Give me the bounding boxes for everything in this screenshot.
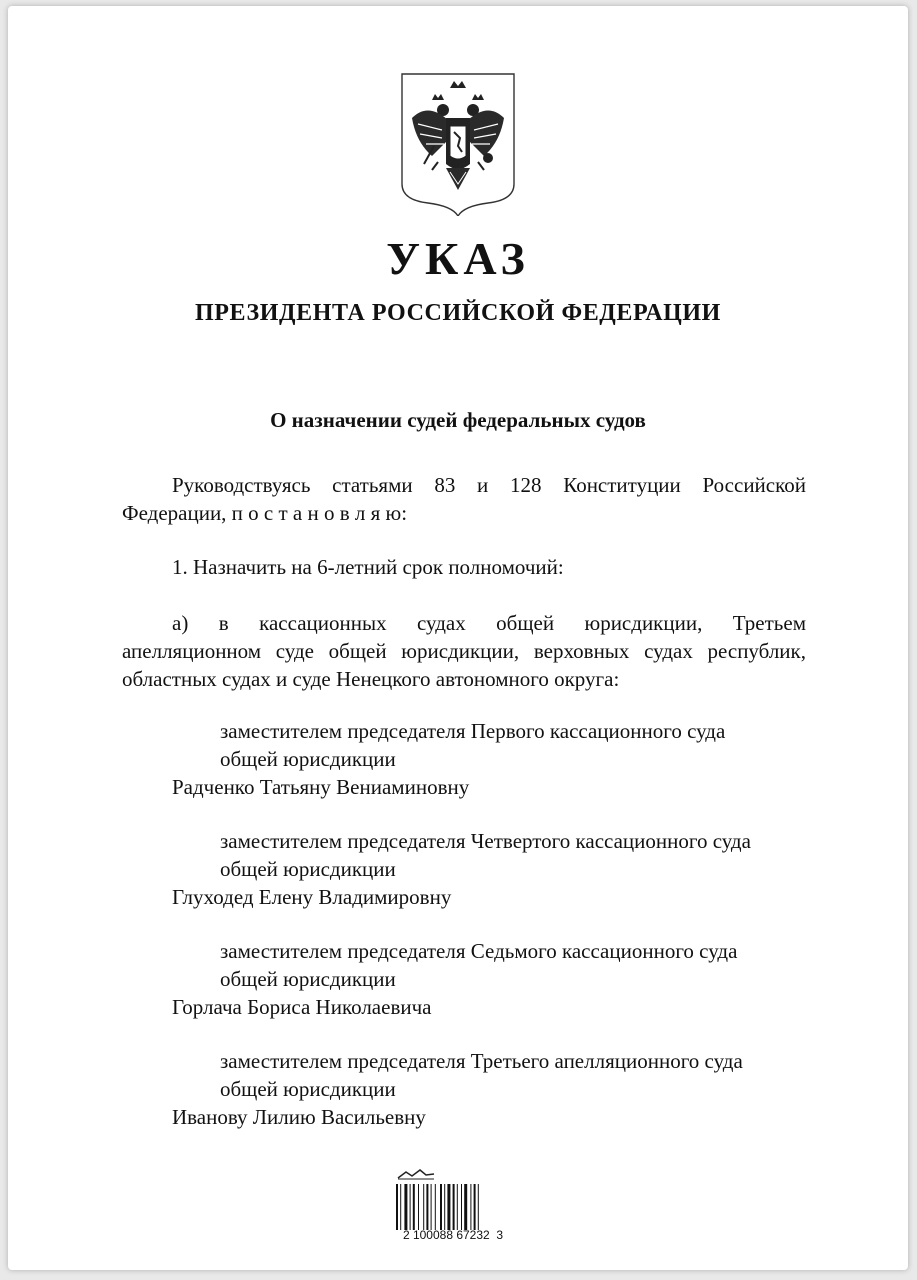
barcode-bar [418, 1184, 419, 1230]
barcode-mark-icon [396, 1166, 436, 1180]
barcode-bar [423, 1184, 424, 1230]
barcode-bar [474, 1184, 476, 1230]
barcode-bar [410, 1184, 411, 1230]
barcode-bar [447, 1184, 450, 1230]
clause-1: 1. Назначить на 6-летний срок полномочий: [172, 555, 564, 579]
barcode-bar [478, 1184, 479, 1230]
document-page [8, 6, 908, 1270]
appointee-name: Иванову Лилию Васильевну [172, 1105, 426, 1129]
barcode-bar [426, 1184, 428, 1230]
barcode-bar [400, 1184, 401, 1230]
appointment-position: заместителем председателя Первого кассационного суда [220, 719, 726, 743]
appointment-position: заместителем председателя Седьмого кассационного суда [220, 939, 738, 963]
subclause-a-line-2: апелляционном суде общей юрисдикции, верховных судах республик, [122, 639, 806, 663]
barcode-bar [404, 1184, 407, 1230]
barcode-bar [464, 1184, 467, 1230]
barcode-bar [457, 1184, 458, 1230]
barcode-bar [435, 1184, 436, 1230]
appointment-position: заместителем председателя Третьего апелляционного суда [220, 1049, 743, 1073]
barcode-bar [470, 1184, 471, 1230]
decree-heading: О назначении судей федеральных судов [270, 408, 646, 432]
barcode-bar [461, 1184, 462, 1230]
barcode-bars [396, 1184, 512, 1230]
appointment-position-cont: общей юрисдикции [220, 857, 396, 881]
barcode-bar [413, 1184, 415, 1230]
appointee-name: Горлача Бориса Николаевича [172, 995, 432, 1019]
preamble-line-1: Руководствуясь статьями 83 и 128 Конституции Российской [172, 473, 806, 497]
barcode-bar [453, 1184, 455, 1230]
subclause-a-line-3: областных судах и суде Ненецкого автономного округа: [122, 667, 620, 691]
barcode-bar [431, 1184, 432, 1230]
coat-of-arms-emblem [398, 72, 518, 216]
barcode-number: 2 100088 67232 3 [402, 1228, 504, 1242]
barcode-bar [440, 1184, 442, 1230]
document-title: УКАЗ [386, 233, 530, 284]
appointment-position-cont: общей юрисдикции [220, 747, 396, 771]
document-subtitle: ПРЕЗИДЕНТА РОССИЙСКОЙ ФЕДЕРАЦИИ [195, 300, 721, 326]
subclause-a-line-1: а) в кассационных судах общей юрисдикции, Третьем [172, 611, 806, 635]
barcode-bar [444, 1184, 445, 1230]
preamble-line-2: Федерации, п о с т а н о в л я ю: [122, 501, 408, 525]
barcode-bar [396, 1184, 398, 1230]
appointee-name: Радченко Татьяну Вениаминовну [172, 775, 470, 799]
appointee-name: Глуходед Елену Владимировну [172, 885, 452, 909]
document-barcode [378, 1166, 528, 1246]
appointment-position-cont: общей юрисдикции [220, 1077, 396, 1101]
appointment-position: заместителем председателя Четвертого кассационного суда [220, 829, 751, 853]
appointment-position-cont: общей юрисдикции [220, 967, 396, 991]
